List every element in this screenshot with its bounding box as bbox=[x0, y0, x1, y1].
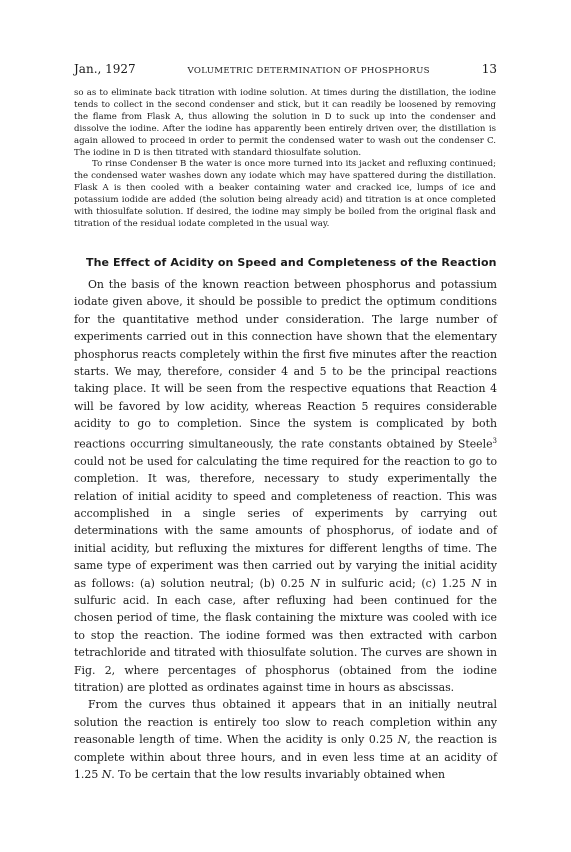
page-number: 13 bbox=[481, 62, 497, 76]
body-text: . To be certain that the low results invariably obtained when bbox=[111, 768, 446, 781]
body-text: , the reaction is complete within about three hours, and in even less time at an acidity of 1.25 bbox=[74, 733, 497, 781]
body-text: in sulfuric acid. In each case, after refluxing had been continued for the chosen period of time, the flask containing the mixture was cooled with ice to stop the reaction. The iodine formed was then extracted with carbon tetrachloride and titrated with thiosulfate solution. The curves are shown in Fig. 2, where percentages of phosphorus (obtained from the iodine titration) are plotted as ordinates against time in hours as abscissas. bbox=[74, 576, 498, 694]
body-text: in sulfuric acid; (c) 1.25 bbox=[319, 576, 472, 590]
header-date: Jan., 1927 bbox=[74, 62, 136, 76]
small-paragraph-2: To rinse Condenser B the water is once more turned into its jacket and refluxing continued; the condensed water washes down any iodate which may have spattered during the distillation. Flask A is then cooled with a beaker containing water and cracked ice, lumps of ice and potassium iodide are added (the solution being already acid) and titration is at once completed with thiosulfate solution. If desired, the iodine may simply be boiled from the original flask and titration of the residual iodate completed in the usual way. bbox=[74, 159, 496, 229]
running-title: VOLUMETRIC DETERMINATION OF PHOSPHORUS bbox=[187, 66, 430, 76]
section-body bbox=[74, 276, 497, 783]
body-text: On the basis of the known reaction between phosphorus and potassium iodate given above, it should be possible to predict the optimum conditions for the quantitative method under consideration. The large number of experiments carried out in this connection have shown that the elementary phosphorus reacts completely within the first five minutes after the reaction starts. We may, therefore, consider 4 and 5 to be the principal reactions taking place. It will be seen from the respective equations that Reaction 4 will be favored by low acidity, whereas Reaction 5 requires considerable acidity to go to completion. Since the system is complicated by both reactions occurring simultaneously, the rate constants obtained by Steele bbox=[74, 278, 497, 451]
normality-symbol: N bbox=[397, 733, 408, 747]
page-header bbox=[74, 62, 497, 76]
normality-symbol: N bbox=[101, 768, 112, 781]
body-text: could not be used for calculating the time required for the reaction to go to completion. It was, therefore, necessary to study experimentally the relation of initial acidity to speed and completeness of reaction. This was accomplished in a single series of experiments by carrying out determinations with the same amounts of phosphorus, of iodate and of initial acidity, but refluxing the mixtures for different lengths of time. The same type of experiment was then carried out by varying the initial acidity as follows: (a) solution neutral; (b) 0.25 bbox=[74, 454, 497, 590]
normality-symbol: N bbox=[471, 576, 481, 590]
procedure-small-text bbox=[74, 88, 496, 231]
body-text: From the curves thus obtained it appears that in an initially neutral solution the reaction is entirely too slow to reach completion within any reasonable length of time. When the acidity is only 0.25 bbox=[74, 698, 497, 747]
body-paragraph-1 bbox=[74, 276, 497, 696]
body-paragraph-2 bbox=[74, 696, 497, 783]
section-heading: The Effect of Acidity on Speed and Completeness of the Reaction bbox=[86, 256, 497, 269]
footnote-ref: 3 bbox=[492, 436, 497, 445]
small-paragraph-1: so as to eliminate back titration with iodine solution. At times during the distillation, the iodine tends to collect in the second condenser and stick, but it can readily be loosened by removing the flame from Flask A, thus allowing the solution in D to suck up into the condenser and dissolve the iodine. After the iodine has apparently been entirely driven over, the distillation is again allowed to proceed in order to permit the condensed water to wash out the condenser C. The iodine in D is then titrated with standard thiosulfate solution. bbox=[74, 88, 496, 158]
normality-symbol: N bbox=[310, 576, 320, 590]
